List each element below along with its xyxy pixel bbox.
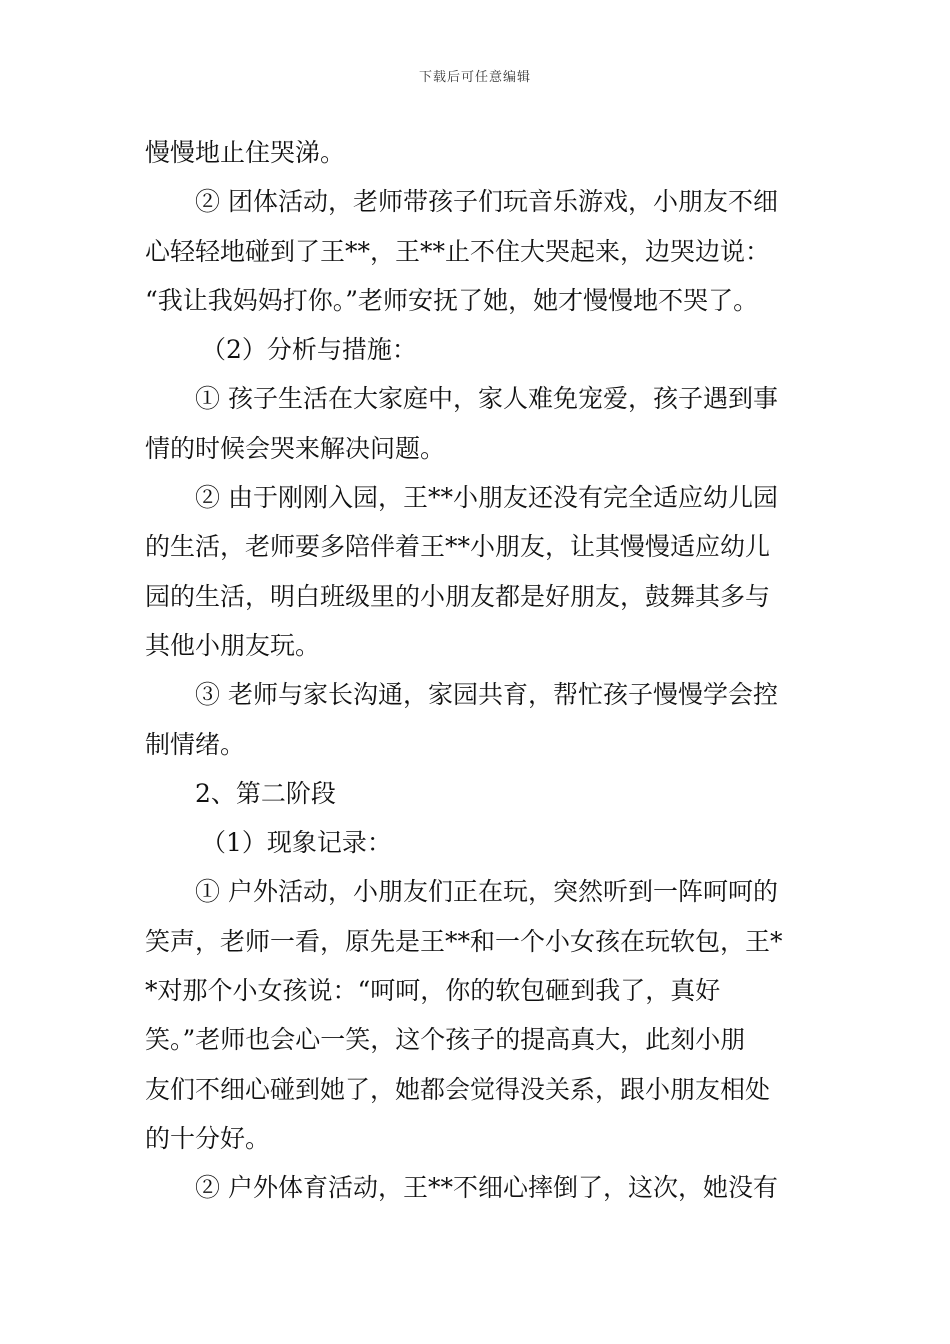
text-line: ② 由于刚刚入园，王**小朋友还没有完全适应幼儿园 [195, 483, 778, 513]
text-line: 笑。”老师也会心一笑，这个孩子的提高真大，此刻小朋 [145, 1025, 746, 1055]
text-line: 园的生活，明白班级里的小朋友都是好朋友，鼓舞其多与 [145, 581, 771, 611]
text-line: ③ 老师与家长沟通，家园共育，帮忙孩子慢慢学会控 [195, 680, 778, 710]
text-line: “我让我妈妈打你。”老师安抚了她，她才慢慢地不哭了。 [145, 285, 759, 315]
text-line: 制情绪。 [145, 729, 246, 759]
text-line: *对那个小女孩说：“呵呵，你的软包砸到我了，真好 [145, 976, 721, 1006]
text-line: 的生活，老师要多陪伴着王**小朋友，让其慢慢适应幼儿 [145, 532, 771, 562]
document-body [145, 128, 810, 1213]
text-line: 的十分好。 [145, 1123, 271, 1153]
section-heading: 2、第二阶段 [195, 778, 336, 808]
text-line: 心轻轻地碰到了王**，王**止不住大哭起来，边哭边说： [145, 236, 771, 266]
section-heading: （2）分析与措施： [201, 335, 417, 365]
page-header: 下载后可任意编辑 [418, 70, 531, 85]
section-heading: （1）现象记录： [201, 828, 392, 858]
text-line: 友们不细心碰到她了，她都会觉得没关系，跟小朋友相处 [145, 1074, 771, 1104]
text-line: 慢慢地止住哭涕。 [145, 138, 346, 167]
text-line: ② 户外体育活动，王**不细心摔倒了，这次，她没有 [195, 1173, 778, 1203]
text-line: ① 孩子生活在大家庭中，家人难免宠爱，孩子遇到事 [195, 384, 778, 414]
text-line: ① 户外活动，小朋友们正在玩，突然听到一阵呵呵的 [195, 877, 778, 907]
text-line: 其他小朋友玩。 [145, 630, 321, 660]
text-line: 笑声，老师一看，原先是王**和一个小女孩在玩软包，王* [145, 926, 783, 956]
text-line: ② 团体活动，老师带孩子们玩音乐游戏，小朋友不细 [195, 187, 778, 217]
text-line: 情的时候会哭来解决问题。 [145, 433, 446, 463]
